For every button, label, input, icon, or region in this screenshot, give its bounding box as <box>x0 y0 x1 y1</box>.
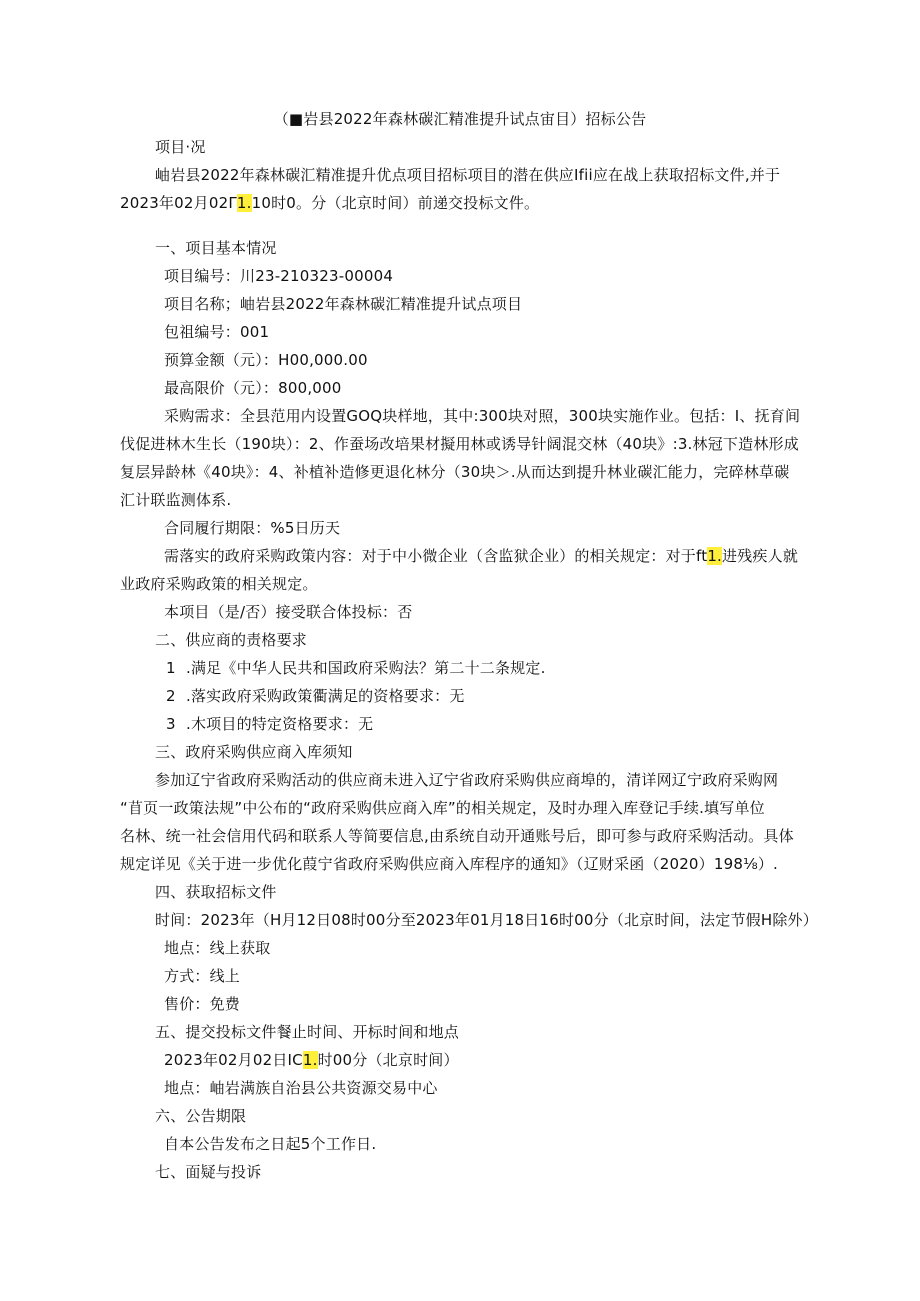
section-6-heading: 六、公告期限 <box>155 1107 247 1125</box>
deadline-highlight: 1. <box>302 1051 318 1069</box>
document-title: （■岩县2022年森林碳汇精准提升试点宙目）招标公告 <box>273 110 647 128</box>
document-price: 售价：免费 <box>164 995 241 1013</box>
consortium-note: 本项目（是/否）接受联合体投标：否 <box>164 603 413 621</box>
deadline-time <box>164 1050 459 1070</box>
intro-line-2 <box>120 193 539 213</box>
intro-line-1: 岫岩县2022年森林碳汇精准提升优点项目招标项目的潜在供应Ifii应在战上获取招标文件,并于 <box>155 166 781 184</box>
registration-line-3: 名林、统一社会信用代码和联系人等简要信息,由系统自动开通账号后，即可参与政府采购活动。具体 <box>120 827 794 845</box>
item-number: 2 <box>166 687 176 705</box>
demand-line-1: 采购需求：全县范用内设置GOQ块样地，其中:300块对照，300块实施作业。包括：I、抚育间 <box>164 407 801 425</box>
policy-text: 需落实的政府采购政策内容：对于中小微企业（含监狱企业）的相关规定：对于ft <box>164 547 708 565</box>
section-5-heading: 五、提交投标文件餐止时间、开标时间和地点 <box>155 1023 460 1041</box>
policy-line-1 <box>164 546 798 566</box>
item-number: 3 <box>166 715 176 733</box>
intro-highlight: 1. <box>236 194 252 212</box>
policy-line-2: 业政府采购政策的相关规定。 <box>120 575 318 593</box>
policy-text-rest: 进残疾人就 <box>722 547 799 565</box>
contract-period: 合同履行期限：%5日历天 <box>164 519 341 537</box>
document-method: 方式：线上 <box>164 967 241 985</box>
max-price: 最高限价（元）：800,000 <box>164 379 342 397</box>
registration-line-4: 规定详见《关于进一步优化葭宁省政府采购供应商入库程序的通知》（辽财采函（2020）198⅛）. <box>120 855 779 873</box>
demand-line-4: 汇计联监测体系. <box>120 491 232 509</box>
registration-line-2: “苜页一政策法规”中公布的“政府采购供应商入库”的相关规定，及时办理入库登记手续.填写单位 <box>120 799 765 817</box>
intro-line-2-text: 2023年02月02Γ <box>120 194 237 212</box>
qualification-item <box>166 658 546 678</box>
registration-line-1: 参加辽宁省政府采购活动的供应商未进入辽宁省政府采购供应商埠的，清详网辽宁政府采购网 <box>155 771 779 789</box>
policy-highlight: 1. <box>707 547 723 565</box>
item-text: .落实政府采购政策衢满足的资格要求：无 <box>186 687 465 705</box>
item-number: 1 <box>166 659 176 677</box>
section-4-heading: 四、获取招标文件 <box>155 883 277 901</box>
project-name: 项目名称；岫岩县2022年森林碳汇精准提升试点项目 <box>164 295 523 313</box>
qualification-item <box>166 686 465 706</box>
section-7-heading: 七、面疑与投诉 <box>155 1163 262 1181</box>
announcement-period: 自本公告发布之日起5个工作日. <box>164 1135 377 1153</box>
deadline-place: 地点：岫岩满族自治县公共资源交易中心 <box>164 1079 438 1097</box>
intro-line-2-rest: 10时0。分（北京时间）前递交投标文件。 <box>251 194 540 212</box>
section-1-heading: 一、项目基本情况 <box>155 239 277 257</box>
project-number: 项目编号：川23-210323-00004 <box>164 267 394 285</box>
section-3-heading: 三、政府采购供应商入库须知 <box>155 743 353 761</box>
package-number: 包祖编号：001 <box>164 323 270 341</box>
demand-line-3: 复层异龄林《40块》：4、补植补造修更退化林分（30块＞.从而达到提升林业碳汇能力，完碎林草碳 <box>120 463 790 481</box>
overview-heading: 项目·况 <box>155 138 206 156</box>
section-2-heading: 二、供应商的责格要求 <box>155 631 308 649</box>
document-time: 时间：2023年（H月12日08时00分至2023年01月18日16时00分（北京时间，法定节假H除外） <box>155 911 818 929</box>
deadline-text-rest: 时00分（北京时间） <box>317 1051 459 1069</box>
deadline-text: 2023年02月02日IC <box>164 1051 303 1069</box>
document-place: 地点：线上获取 <box>164 939 271 957</box>
item-text: .木项目的特定资格要求：无 <box>186 715 374 733</box>
item-text: .满足《中华人民共和国政府采购法？第二十二条规定. <box>186 659 546 677</box>
demand-line-2: 伐促进林木生长（190块）：2、作蚕场改培果材擬用林或诱导针阔混交林（40块》:3.林冠下造林形成 <box>120 435 799 453</box>
qualification-item <box>166 714 373 734</box>
budget-amount: 预算金额（元）：H00,000.00 <box>164 351 368 369</box>
